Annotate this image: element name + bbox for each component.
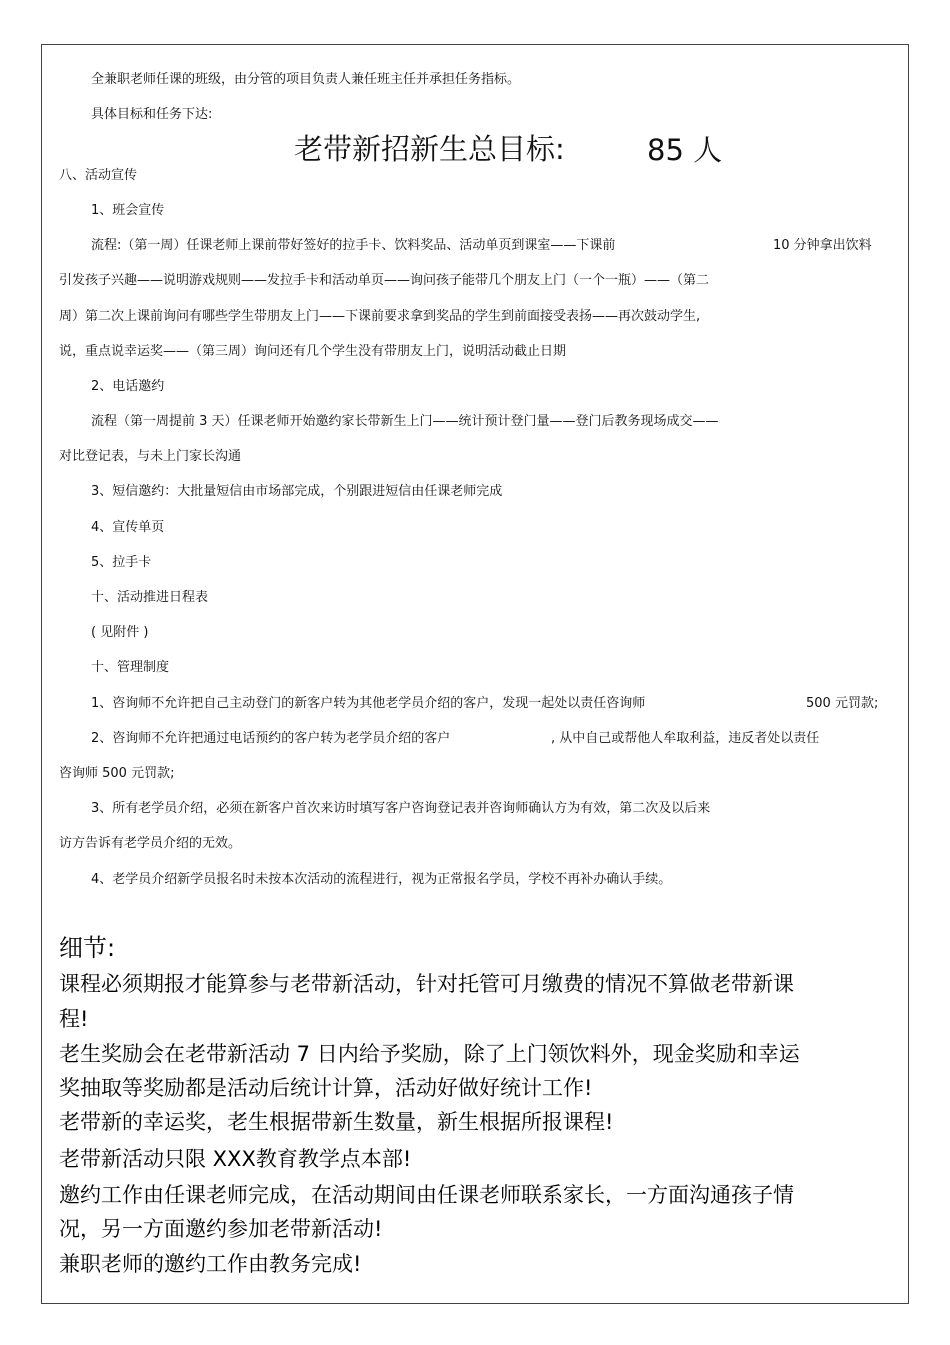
- intro-line-2: 具体目标和任务下达:: [91, 107, 213, 122]
- section-10-schedule-heading: 十、活动推进日程表: [91, 590, 209, 605]
- schedule-note: ( 见附件 ): [91, 625, 149, 640]
- detail-1-line-a: 课程必须期报才能算参与老带新活动，针对托管可月缴费的情况不算做老带新课: [59, 972, 794, 996]
- rule-4: 4、老学员介绍新学员报名时未按本次活动的流程进行，视为正常报名学员，学校不再补办确认手续。: [91, 872, 672, 887]
- rule-1: 1、咨询师不允许把自己主动登门的新客户转为其他老学员介绍的客户，发现一起处以责任咨询师: [91, 696, 646, 711]
- detail-6: 兼职老师的邀约工作由教务完成!: [59, 1252, 362, 1276]
- rule-3-line-a: 3、所有老学员介绍，必须在新客户首次来访时填写客户咨询登记表并咨询师确认方为有效，第二次及以后来: [91, 801, 711, 816]
- detail-3: 老带新的幸运奖，老生根据带新生数量，新生根据所报课程!: [59, 1110, 614, 1134]
- item-1-class-promo: 1、班会宣传: [91, 203, 165, 218]
- details-heading: 细节:: [59, 934, 116, 962]
- flow-2-line-b: 对比登记表，与未上门家长沟通: [59, 449, 242, 464]
- detail-5-line-a: 邀约工作由任课老师完成，在活动期间由任课老师联系家长，一方面沟通孩子情: [59, 1183, 794, 1207]
- section-10-rules-heading: 十、管理制度: [91, 660, 170, 675]
- flow-1-line-a: 流程:（第一周）任课老师上课前带好签好的拉手卡、饮料奖品、活动单页到课室——下课前: [91, 238, 616, 253]
- headline-title: 老带新招新生总目标:: [294, 132, 565, 166]
- item-5-hand-card: 5、拉手卡: [91, 555, 152, 570]
- flow-1-line-b: 引发孩子兴趣——说明游戏规则——发拉手卡和活动单页——询问孩子能带几个朋友上门（一个一瓶）——（第二: [59, 273, 710, 288]
- detail-2-line-a: 老生奖励会在老带新活动 7 日内给予奖励，除了上门领饮料外，现金奖励和幸运: [59, 1042, 800, 1066]
- section-8-heading: 八、活动宣传: [59, 168, 138, 183]
- detail-5-line-b: 况，另一方面邀约参加老带新活动!: [59, 1217, 383, 1241]
- item-3-sms-invite: 3、短信邀约：大批量短信由市场部完成，个别跟进短信由任课老师完成: [91, 484, 503, 499]
- flow-2-line-a: 流程（第一周提前 3 天）任课老师开始邀约家长带新生上门——统计预计登门量——登门后教务现场成交——: [91, 414, 719, 429]
- rule-2-line-a: 2、咨询师不允许把通过电话预约的客户转为老学员介绍的客户: [91, 731, 451, 746]
- flow-1-line-a-right: 10 分钟拿出饮料: [773, 238, 872, 253]
- intro-line-1: 全兼职老师任课的班级，由分管的项目负责人兼任班主任并承担任务指标。: [91, 72, 521, 87]
- rule-2-line-a-right: , 从中自己或帮他人牟取利益，违反者处以责任: [551, 731, 820, 746]
- item-4-flyer: 4、宣传单页: [91, 520, 165, 535]
- detail-4: 老带新活动只限 XXX教育教学点本部!: [59, 1147, 412, 1171]
- rule-2-line-b: 咨询师 500 元罚款;: [59, 766, 175, 781]
- item-2-phone-invite: 2、电话邀约: [91, 379, 165, 394]
- flow-1-line-d: 说，重点说幸运奖——（第三周）询问还有几个学生没有带朋友上门，说明活动截止日期: [59, 344, 567, 359]
- rule-3-line-b: 访方告诉有老学员介绍的无效。: [59, 836, 242, 851]
- flow-1-line-c: 周）第二次上课前询问有哪些学生带朋友上门——下课前要求拿到奖品的学生到前面接受表扬——再次鼓动学生,: [59, 309, 701, 324]
- headline-count: 85 人: [647, 133, 723, 167]
- rule-1-right: 500 元罚款;: [806, 696, 879, 711]
- detail-1-line-b: 程!: [59, 1007, 89, 1031]
- detail-2-line-b: 奖抽取等奖励都是活动后统计计算，活动好做好统计工作!: [59, 1076, 593, 1100]
